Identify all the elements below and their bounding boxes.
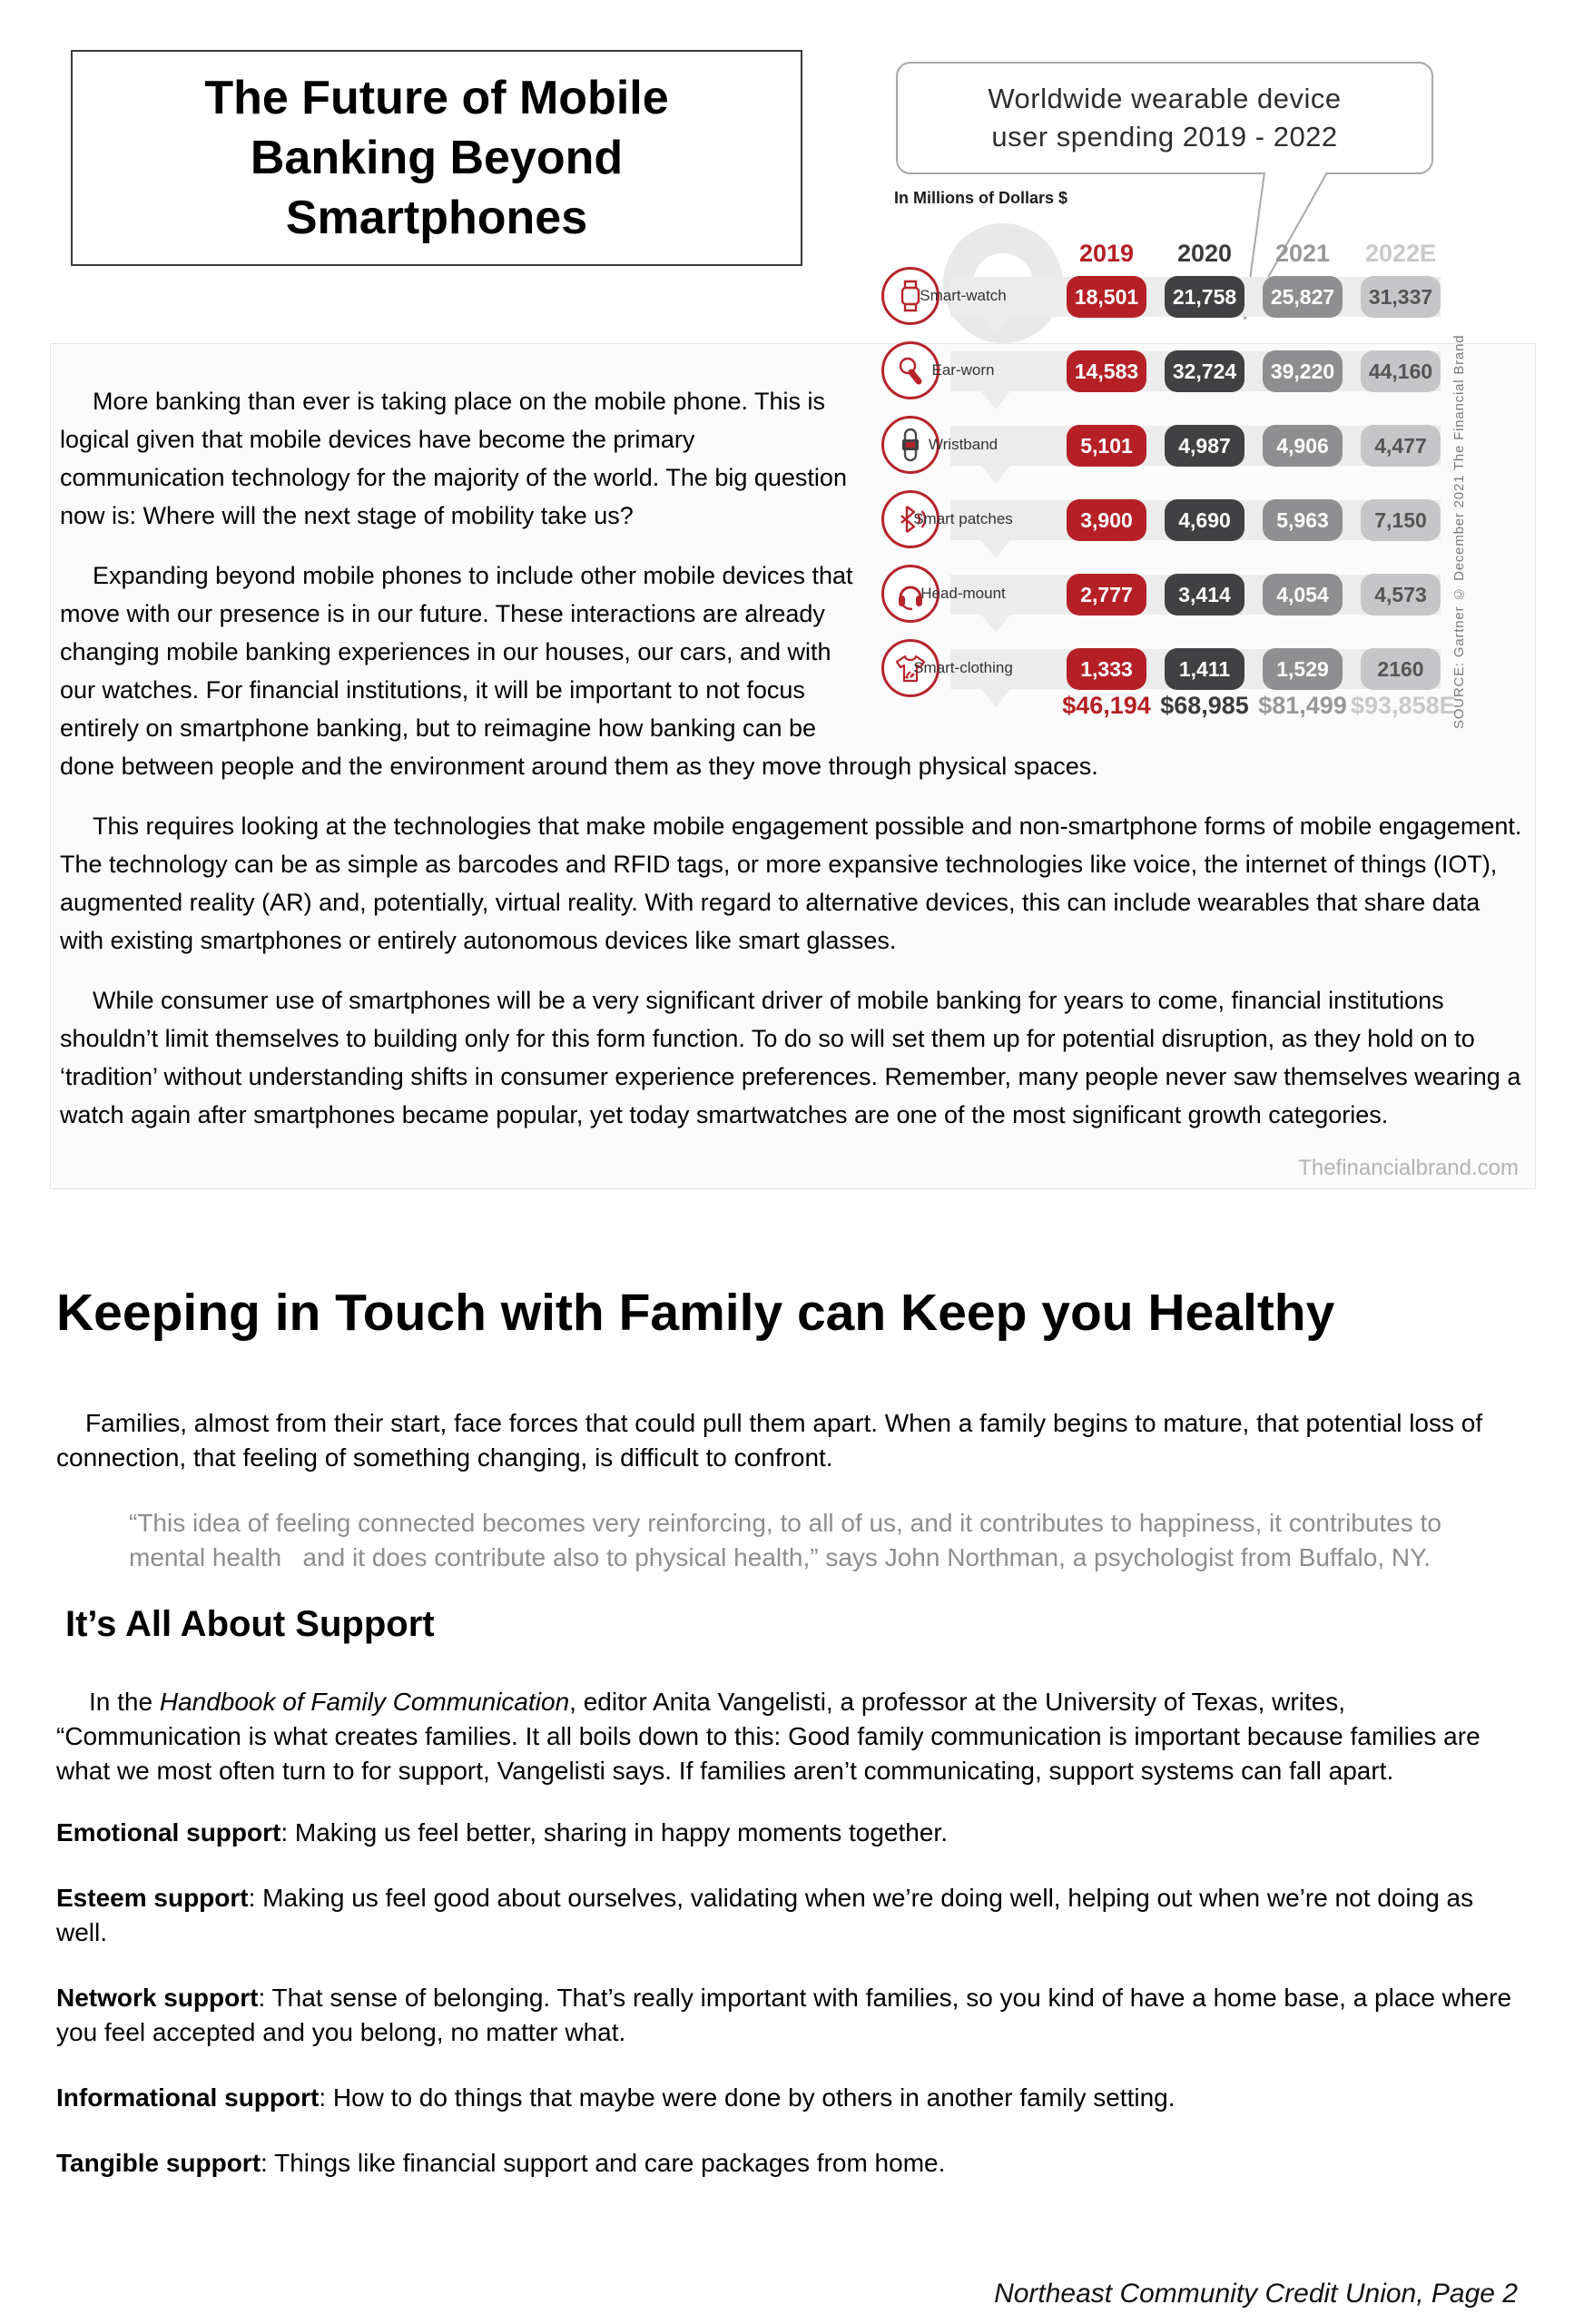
- pull-quote: “This idea of feeling connected becomes very reinforcing, to all of us, and it contributes to happiness, it contributes to mental health and it does contribute also to physical health,” says John Northman, a psychologist from Buffalo, NY.: [129, 1509, 1449, 1571]
- value-pill: 39,220: [1263, 350, 1343, 392]
- article2-intro: Families, almost from their start, face forces that could pull them apart. When a family begins to mature, that potential loss of connection, that feeling of something changing, is difficult to confront.: [56, 1409, 1483, 1472]
- row-notch: [981, 615, 1010, 633]
- support-text: : That sense of belonging. That’s really important with families, so you kind of have a home base, a place where you feel accepted and you belong, no matter what.: [56, 1984, 1512, 2046]
- article2-body: [56, 1685, 1523, 1788]
- wearables-infographic: [849, 53, 1552, 752]
- total-2022e: $93,858E: [1351, 692, 1456, 719]
- support-item: [56, 2081, 1523, 2115]
- year-header-2022e: 2022E: [1364, 240, 1437, 267]
- value-pill: 25,827: [1263, 276, 1343, 318]
- value-pill: 14,583: [1067, 350, 1146, 392]
- body-pre: In the: [89, 1688, 160, 1716]
- support-label: Network support: [56, 1984, 259, 2012]
- support-item: [56, 1816, 1523, 1850]
- value-pill: 4,906: [1263, 425, 1343, 467]
- device-label: Smart-clothing: [913, 659, 1013, 676]
- article1-paragraph: This requires looking at the technologies that make mobile engagement possible and non-smartphone forms of mobile engagement. The technology can be as simple as barcodes and RFID tags, or more expansive technologies like voice, the internet of things (IOT), augmented reality (AR) and, potentially, virtual reality. With regard to alternative devices, this can include wearables that share data with existing smartphones or entirely autonomous devices like smart glasses.: [60, 812, 1522, 954]
- row-notch: [981, 466, 1010, 484]
- value-pill: 31,337: [1361, 276, 1441, 318]
- support-item: [56, 1881, 1523, 1950]
- year-header-2020: 2020: [1176, 240, 1233, 267]
- year-header-2019: 2019: [1078, 240, 1135, 267]
- infographic-title-line2: user spending 2019 - 2022: [991, 121, 1338, 153]
- value-pill: 4,690: [1165, 499, 1244, 541]
- value-pill: 4,987: [1165, 425, 1244, 467]
- infographic-title-bubble: [896, 62, 1433, 174]
- footer-text: Northeast Community Credit Union, Page 2: [994, 2279, 1518, 2309]
- value-pill: 1,529: [1263, 648, 1343, 690]
- value-pill: 44,160: [1361, 350, 1441, 392]
- row-notch: [981, 391, 1010, 409]
- value-pill: 2,777: [1067, 574, 1146, 615]
- value-pill: 1,333: [1067, 648, 1146, 690]
- article1-paragraph: Expanding beyond mobile phones to include other mobile devices that move with our presence is in our future. These interactions are already changing mobile banking experiences in our houses, our cars, and with our watches. For financial institutions, it will be important to not focus entirely on smartphone banking, but to reimagine how banking can be done between people and the environment around them as they move through physical spaces.: [60, 562, 1098, 780]
- support-text: : Things like financial support and care packages from home.: [261, 2149, 946, 2177]
- support-label: Informational support: [56, 2083, 320, 2112]
- value-pill: 4,573: [1361, 574, 1441, 615]
- value-pill: 18,501: [1067, 276, 1146, 318]
- device-label: Wristband: [928, 436, 999, 453]
- value-pill: 1,411: [1165, 648, 1244, 690]
- value-pill: 5,963: [1263, 499, 1343, 541]
- article1-title-box: [71, 50, 802, 266]
- body-post: , editor Anita Vangelisti, a professor at the University of Texas, writes, “Communication is what creates families. It all boils down to this: Good family communication is important because families are what we most often turn to for support, Vangelisti says. If families aren’t communicating, support systems can fall apart.: [56, 1688, 1481, 1785]
- support-text: : Making us feel better, sharing in happy moments together.: [280, 1818, 948, 1846]
- total-2020: $68,985: [1160, 692, 1249, 719]
- article2-title: Keeping in Touch with Family can Keep you Healthy: [56, 1284, 1335, 1342]
- value-pill: 21,758: [1165, 276, 1244, 318]
- row-notch: [981, 540, 1010, 558]
- support-text: : Making us feel good about ourselves, validating when we’re doing well, helping out when we’re not doing as well.: [56, 1884, 1474, 1946]
- article1-paragraph: While consumer use of smartphones will be a very significant driver of mobile banking for years to come, financial institutions shouldn’t limit themselves to building only for this form function. To do so will set them up for potential disruption, as they hold on to ‘tradition’ without understanding shifts in consumer experience preferences. Remember, many people never saw themselves wearing a watch again after smartphones became popular, yet today smartwatches are one of the most significant growth categories.: [60, 987, 1521, 1128]
- infographic-title-line1: Worldwide wearable device: [988, 83, 1342, 114]
- support-item: [56, 1981, 1523, 2050]
- device-label: Smart patches: [913, 510, 1013, 527]
- book-title: Handbook of Family Communication: [159, 1688, 570, 1716]
- article1-attribution: Thefinancialbrand.com: [1298, 1156, 1519, 1180]
- value-pill: 3,414: [1165, 574, 1244, 615]
- support-item: [56, 2146, 1523, 2181]
- support-text: : How to do things that maybe were done by others in another family setting.: [319, 2083, 1176, 2112]
- value-pill: 32,724: [1165, 350, 1244, 392]
- value-pill: 4,054: [1263, 574, 1343, 615]
- article1-title: The Future of Mobile Banking Beyond Smartphones: [204, 72, 669, 244]
- value-pill: 7,150: [1361, 499, 1441, 541]
- row-notch: [981, 689, 1010, 707]
- device-label: Ear-worn: [931, 361, 995, 379]
- year-header-2021: 2021: [1274, 240, 1331, 267]
- total-2019: $46,194: [1062, 692, 1151, 719]
- source-credit: SOURCE: Gartner © December 2021 The Financial Brand: [1451, 334, 1467, 729]
- article1-paragraph: More banking than ever is taking place on the mobile phone. This is logical given that mobile devices have become the primary communication technology for the majority of the world. The big question now is: Where will the next stage of mobility take us?: [60, 388, 847, 529]
- total-2021: $81,499: [1258, 692, 1347, 719]
- value-pill: 3,900: [1067, 499, 1146, 541]
- article2: [56, 1285, 1523, 2211]
- support-label: Esteem support: [56, 1884, 249, 1912]
- device-label: Head-mount: [920, 585, 1006, 602]
- value-pill: 4,477: [1361, 425, 1441, 467]
- section-heading: It’s All About Support: [65, 1604, 435, 1644]
- value-pill: 2160: [1361, 648, 1441, 690]
- device-label: Smart-watch: [920, 287, 1007, 304]
- support-label: Emotional support: [56, 1818, 281, 1846]
- support-label: Tangible support: [56, 2149, 261, 2177]
- units-label: In Millions of Dollars $: [894, 189, 1068, 207]
- value-pill: 5,101: [1067, 425, 1146, 467]
- row-notch: [981, 317, 1010, 335]
